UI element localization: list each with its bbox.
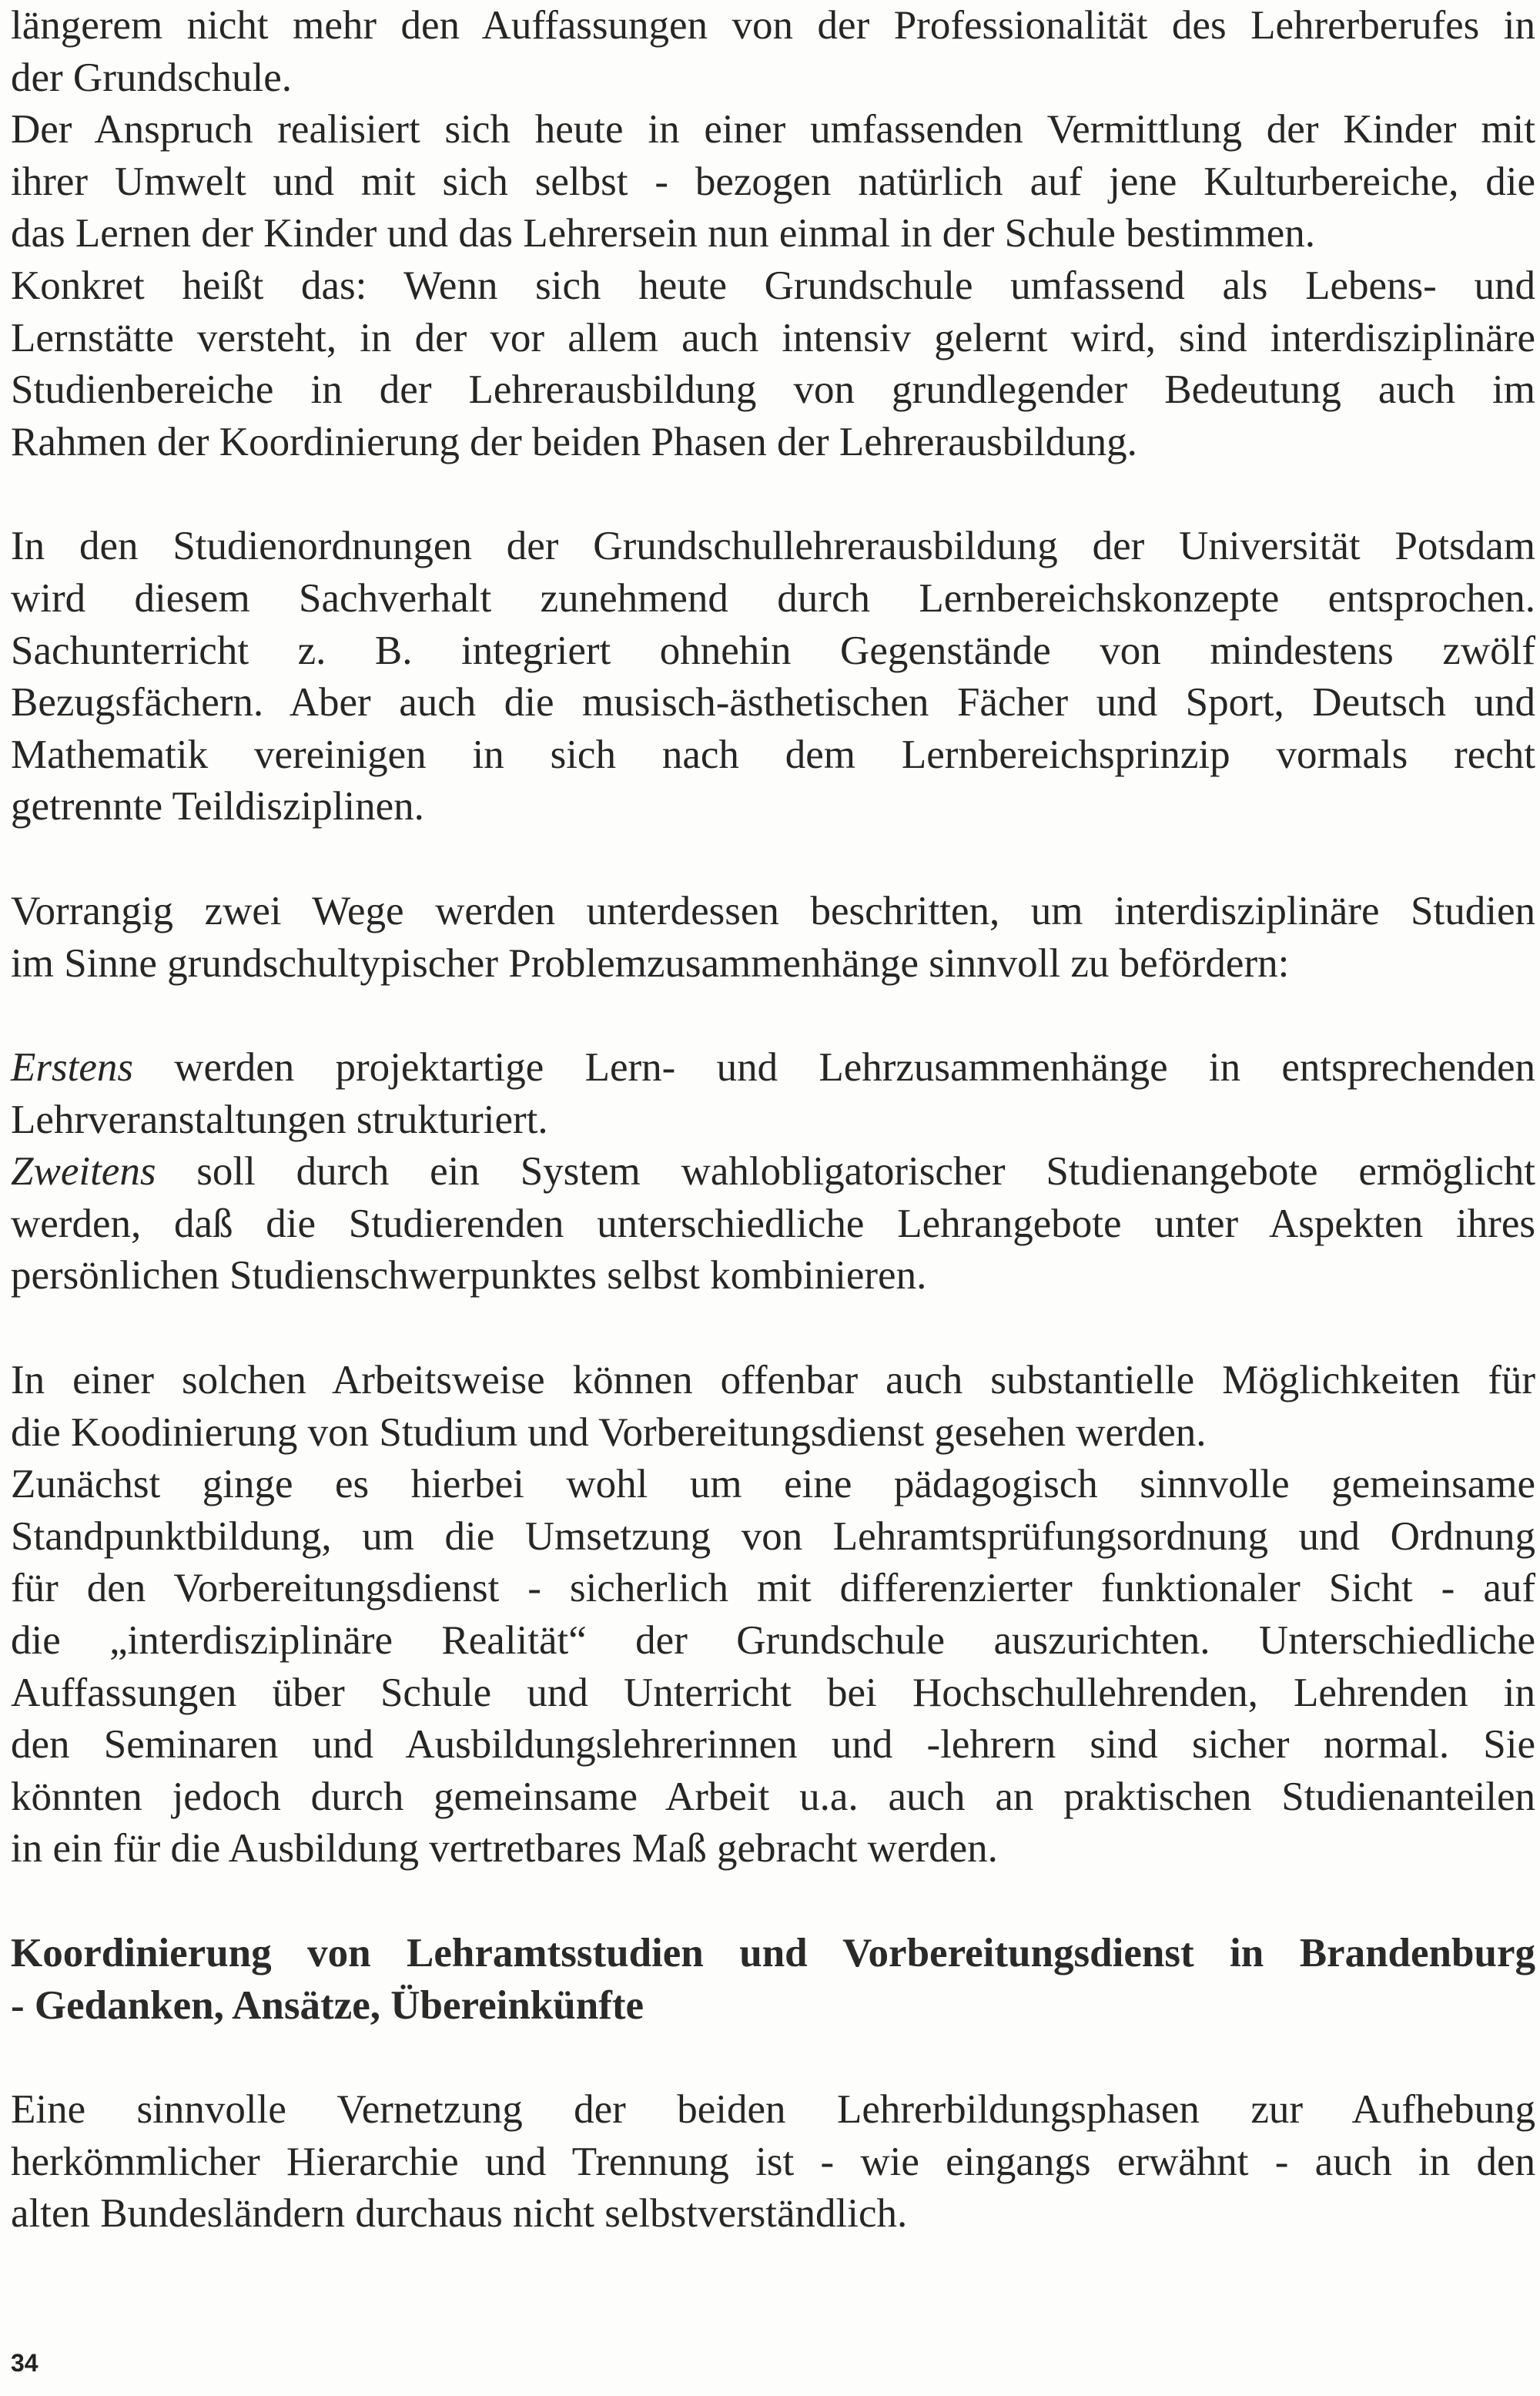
text-run: soll durch ein System wahlobligatorischer Studienangebote ermöglicht (156, 1149, 1535, 1195)
heading-line: - Gedanken, Ansätze, Übereinkünfte (11, 1982, 644, 2028)
paragraph-secondly (11, 1146, 1535, 1302)
text-line: persönlichen Studienschwerpunktes selbst kombinieren. (11, 1253, 927, 1299)
text-line: ihrer Umwelt und mit sich selbst - bezogen natürlich auf jene Kulturbereiche, die (11, 159, 1535, 204)
text-line: Lehrveranstaltungen strukturiert. (11, 1097, 548, 1142)
page-number: 34 (11, 2349, 38, 2377)
text-line: Sachunterricht z. B. integriert ohnehin Gegenstände von mindestens zwölf (11, 628, 1535, 673)
text-line: getrennte Teildisziplinen. (11, 784, 424, 829)
text-run: werden projektartige Lern- und Lehrzusammenhänge in entsprechenden (133, 1045, 1535, 1091)
text-line: die „interdisziplinäre Realität“ der Grundschule auszurichten. Unterschiedliche (11, 1618, 1535, 1664)
text-line (11, 1042, 1535, 1094)
heading-line: Koordinierung von Lehramtsstudien und Vorbereitungsdienst in Brandenburg (11, 1931, 1535, 1975)
text-line: werden, daß die Studierenden unterschiedliche Lehrangebote unter Aspekten ihres (11, 1201, 1535, 1246)
text-line: der Grundschule. (11, 55, 292, 100)
paragraph-spacer (11, 833, 1535, 886)
text-line: könnten jedoch durch gemeinsame Arbeit u.a. auch an praktischen Studienanteilen (11, 1774, 1535, 1819)
text-line: Der Anspruch realisiert sich heute in einer umfassenden Vermittlung der Kinder mit (11, 107, 1535, 152)
paragraph-study-regulations (11, 521, 1535, 833)
text-line: in ein für die Ausbildung vertretbares Maß gebracht werden. (11, 1826, 998, 1872)
text-line: Standpunktbildung, um die Umsetzung von Lehramtsprüfungsordnung und Ordnung (11, 1513, 1535, 1559)
text-line: den Seminaren und Ausbildungslehrerinnen und -lehrern sind sicher normal. Sie (11, 1722, 1535, 1768)
paragraph-concretely (11, 260, 1535, 468)
text-line: Konkret heißt das: Wenn sich heute Grundschule umfassend als Lebens- und (11, 263, 1535, 308)
paragraph-networking (11, 2084, 1535, 2240)
paragraph-firstly (11, 1042, 1535, 1146)
text-line: Auffassungen über Schule und Unterricht bei Hochschullehrenden, Lehrenden in (11, 1670, 1535, 1715)
paragraph-spacer (11, 468, 1535, 521)
paragraph-working-method (11, 1355, 1535, 1459)
text-line: Vorrangig zwei Wege werden unterdessen beschritten, um interdisziplinäre Studien (11, 888, 1535, 933)
text-line: In einer solchen Arbeitsweise können offenbar auch substantielle Möglichkeiten für (11, 1358, 1535, 1403)
text-line: im Sinne grundschultypischer Problemzusammenhänge sinnvoll zu befördern: (11, 940, 1290, 986)
text-line: Mathematik vereinigen in sich nach dem Lernbereichsprinzip vormals recht (11, 732, 1535, 777)
text-line: Bezugsfächern. Aber auch die musisch-ästhetischen Fächer und Sport, Deutsch und (11, 680, 1535, 726)
paragraph-claim (11, 104, 1535, 260)
text-line: Studienbereiche in der Lehrerausbildung von grundlegender Bedeutung auch im (11, 367, 1535, 413)
text-line: Eine sinnvolle Vernetzung der beiden Lehrerbildungsphasen zur Aufhebung (11, 2087, 1535, 2133)
paragraph-spacer (11, 1875, 1535, 1928)
text-line: das Lernen der Kinder und das Lehrersein nun einmal in der Schule bestimmen. (11, 211, 1316, 256)
text-line: Rahmen der Koordinierung der beiden Phasen der Lehrerausbildung. (11, 419, 1137, 464)
document-page (11, 0, 1535, 2240)
text-line: In den Studienordnungen der Grundschullehrerausbildung der Universität Potsdam (11, 524, 1535, 569)
section-heading (11, 1928, 1535, 2032)
text-line: für den Vorbereitungsdienst - sicherlich mit differenzierter funktionaler Sicht - auf (11, 1566, 1535, 1611)
text-line: Lernstätte versteht, in der vor allem auch intensiv gelernt wird, sind interdisziplinäre (11, 315, 1535, 360)
emphasis-firstly: Erstens (11, 1045, 133, 1091)
text-line: wird diesem Sachverhalt zunehmend durch Lernbereichskonzepte entsprochen. (11, 575, 1535, 621)
paragraph-spacer (11, 1302, 1535, 1355)
emphasis-secondly: Zweitens (11, 1149, 156, 1195)
paragraph-first-of-all (11, 1459, 1535, 1875)
text-line: Zunächst ginge es hierbei wohl um eine pädagogisch sinnvolle gemeinsame (11, 1462, 1535, 1507)
paragraph-spacer (11, 990, 1535, 1042)
text-line: längerem nicht mehr den Auffassungen von der Professionalität des Lehrerberufes in (11, 3, 1535, 48)
text-line (11, 1146, 1535, 1198)
text-line: die Koodinierung von Studium und Vorbereitungsdienst gesehen werden. (11, 1409, 1207, 1455)
text-line: alten Bundesländern durchaus nicht selbstverständlich. (11, 2191, 908, 2237)
text-line: herkömmlicher Hierarchie und Trennung ist - wie eingangs erwähnt - auch in den (11, 2139, 1535, 2184)
paragraph-two-ways (11, 886, 1535, 990)
paragraph-spacer (11, 2032, 1535, 2084)
paragraph-professionality (11, 0, 1535, 104)
